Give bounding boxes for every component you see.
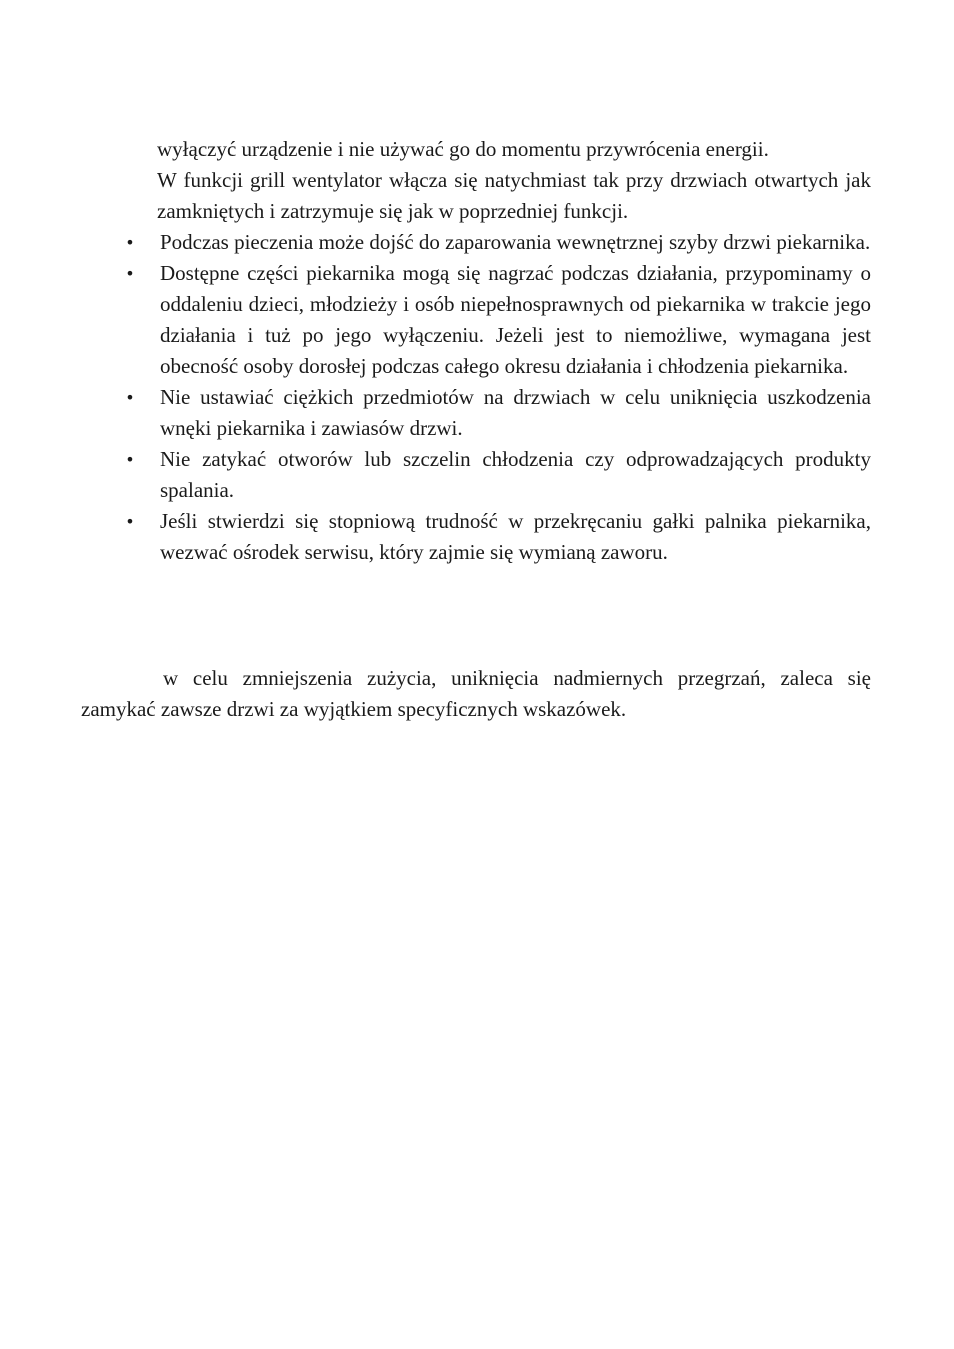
intro-continuation-line: wyłączyć urządzenie i nie używać go do momentu przywrócenia energii.	[157, 137, 769, 161]
bullet-icon: •	[125, 264, 135, 283]
intro-block	[157, 134, 871, 227]
list-item-text: Jeśli stwierdzi się stopniową trudność w przekręcaniu gałki palnika piekarnika, wezwać ośrodek serwisu, który zajmie się wymianą zaworu.	[160, 509, 871, 564]
bullet-icon: •	[125, 233, 135, 252]
list-item	[110, 227, 871, 258]
grill-function-paragraph: W funkcji grill wentylator włącza się natychmiast tak przy drzwiach otwartych jak zamkniętych i zatrzymuje się jak w poprzedniej funkcji.	[157, 168, 871, 223]
list-item-text: Nie zatykać otworów lub szczelin chłodzenia czy odprowadzających produkty spalania.	[160, 447, 871, 502]
bullet-icon: •	[125, 450, 135, 469]
list-item	[110, 382, 871, 444]
list-item-text: Dostępne części piekarnika mogą się nagrzać podczas działania, przypominamy o oddaleniu dzieci, młodzieży i osób niepełnosprawnych od piekarnika w trakcie jego działania i tuż po jego wyłączeniu. Jeżeli jest to niemożliwe, wymagana jest obecność osoby dorosłej podczas całego okresu działania i chłodzenia piekarnika.	[160, 261, 871, 378]
list-item	[110, 506, 871, 568]
list-item-text: Nie ustawiać ciężkich przedmiotów na drzwiach w celu uniknięcia uszkodzenia wnęki piekarnika i zawiasów drzwi.	[160, 385, 871, 440]
closing-paragraph: w celu zmniejszenia zużycia, uniknięcia nadmiernych przegrzań, zaleca się zamykać zawsze drzwi za wyjątkiem specyficznych wskazówek.	[81, 666, 871, 721]
list-item-text: Podczas pieczenia może dojść do zaparowania wewnętrznej szyby drzwi piekarnika.	[160, 230, 871, 254]
list-item	[110, 258, 871, 382]
safety-bullet-list	[110, 227, 871, 568]
bullet-icon: •	[125, 388, 135, 407]
bullet-icon: •	[125, 512, 135, 531]
list-item	[110, 444, 871, 506]
